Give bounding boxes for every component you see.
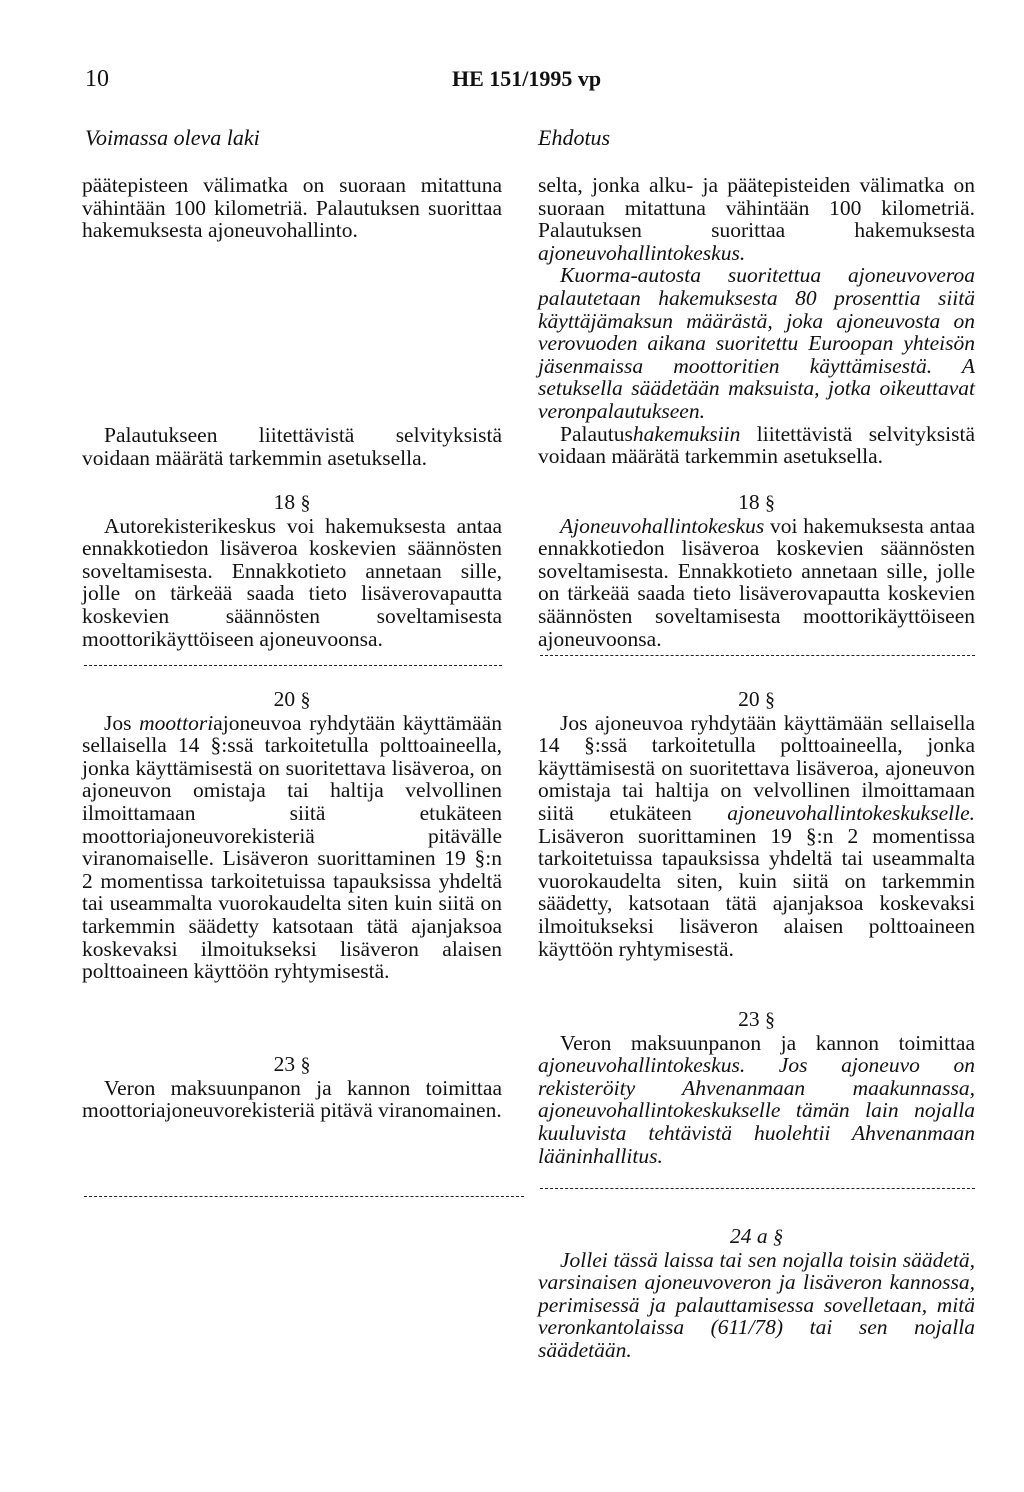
section-heading: 20 §: [738, 687, 775, 711]
right-section-20: [538, 688, 975, 960]
left-paragraph: päätepisteen välimatka on suoraan mitattuna vähintään 100 kilometriä. Palautuksen suorittaa hakemuksesta ajoneuvohallinto.: [82, 173, 502, 243]
left-block-1: [82, 174, 502, 242]
right-column-heading: Ehdotus: [538, 125, 611, 150]
left-section-23: [82, 1053, 502, 1122]
left-block-2: [82, 424, 502, 469]
omission-line: [84, 1196, 524, 1197]
left-section-20: [82, 688, 502, 983]
right-section-24a: [538, 1225, 975, 1362]
right-section-18: [538, 491, 975, 650]
right-section-23: [538, 1008, 975, 1167]
left-paragraph: Autorekisterikeskus voi hakemuksesta antaa ennakkotiedon lisäveroa koskevien säännösten soveltamisesta. Ennakkotieto annetaan sille, jolle on tärkeää saada tieto lisäverovapautta koskevien säännösten soveltamisesta moottorikäyttöiseen ajoneuvoonsa.: [82, 513, 502, 651]
right-paragraph: selta, jonka alku- ja päätepisteiden välimatka on suoraan mitattuna vähintään 100 kilometriä. Palautuksen suorittaa hakemuksesta ajoneuvohallintokeskus.: [538, 173, 975, 265]
section-heading: 18 §: [273, 490, 311, 514]
left-section-18: [82, 491, 502, 650]
left-paragraph: Palautukseen liitettävistä selvityksistä voidaan määrätä tarkemmin asetuksella.: [82, 423, 502, 470]
page-number: 10: [85, 66, 109, 92]
section-heading: 20 §: [273, 687, 311, 711]
right-paragraph: Jos ajoneuvoa ryhdytään käyttämään sellaisella 14 §:ssä tarkoitetulla polttoaineella, jonka käyttämisestä on suoritettava lisäveroa, ajoneuvon omistaja tai haltija on velvollinen ilmoittamaan siitä etukäteen ajoneuvohallintokeskukselle. Lisäveron suorittaminen 19 §:n 2 momentissa tarkoitetuissa tapauksissa yhdeltä tai useammalta vuorokaudelta siten, kuin siitä on tarkemmin säädetty, katsotaan tätä ajanjaksoa koskevaksi ilmoitukseksi lisäveron alaisen polttoaineen käyttöön ryhtymisestä.: [538, 710, 975, 961]
right-paragraph: Ajoneuvohallintokeskus voi hakemuksesta antaa ennakkotiedon lisäveroa koskevien säännösten soveltamisesta. Ennakkotieto annetaan sille, jolle on tärkeää saada tieto lisäverovapautta koskevien säännösten soveltamisesta moottorikäyttöiseen ajoneuvoonsa.: [538, 513, 975, 651]
omission-line: [540, 655, 975, 656]
section-heading: 23 §: [738, 1007, 775, 1031]
section-heading: 24 a §: [730, 1224, 783, 1248]
section-heading: 18 §: [738, 490, 775, 514]
omission-line: [84, 665, 502, 666]
right-paragraph: Palautushakemuksiin liitettävistä selvityksistä voidaan määrätä tarkemmin asetuksella.: [538, 421, 975, 469]
right-paragraph: Jollei tässä laissa tai sen nojalla toisin säädetä, varsinaisen ajoneuvoveron ja lisäveron kannossa, perimisessä ja palauttamisessa sovelletaan, mitä veronkantolaissa (611/78) tai sen nojalla säädetään.: [538, 1247, 975, 1362]
right-paragraph: Kuorma-autosta suoritettua ajoneuvoveroa palautetaan hakemuksesta 80 prosenttia siitä käyttäjämaksun määrästä, joka ajoneuvosta on verovuoden aikana suoritettu Euroopan yhteisön jäsenmaissa moottoritien käyttämisestä. A setuksella säädetään maksuista, jotka oikeuttavat veronpalautukseen.: [538, 263, 975, 423]
left-column-heading: Voimassa oleva laki: [85, 125, 260, 150]
right-paragraph: Veron maksuunpanon ja kannon toimittaa ajoneuvohallintokeskus. Jos ajoneuvo on rekisteröity Ahvenanmaan maakunnassa, ajoneuvohallintokeskukselle tämän lain nojalla kuuluvista tehtävistä huolehtii Ahvenanmaan lääninhallitus.: [538, 1030, 975, 1168]
omission-line: [540, 1188, 975, 1189]
right-block-1: [538, 174, 975, 468]
document-id: HE 151/1995 vp: [452, 66, 602, 91]
left-paragraph: Veron maksuunpanon ja kannon toimittaa moottoriajoneuvorekisteriä pitävä viranomainen.: [82, 1075, 502, 1123]
left-paragraph: Jos moottoriajoneuvoa ryhdytään käyttämään sellaisella 14 §:ssä tarkoitetulla polttoaineella, jonka käyttämisestä on suoritettava lisäveroa, on ajoneuvon omistaja tai haltija velvollinen ilmoittamaan siitä etukäteen moottoriajoneuvorekisteriä pitävälle viranomaiselle. Lisäveron suorittaminen 19 §:n 2 momentissa tarkoitetuissa tapauksissa yhdeltä tai useammalta vuorokaudelta siten kuin siitä on tarkemmin säädetty katsotaan tätä ajanjaksoa koskevaksi ilmoitukseksi lisäveron alaisen polttoaineen käyttöön ryhtymisestä.: [82, 710, 502, 984]
section-heading: 23 §: [273, 1052, 311, 1076]
